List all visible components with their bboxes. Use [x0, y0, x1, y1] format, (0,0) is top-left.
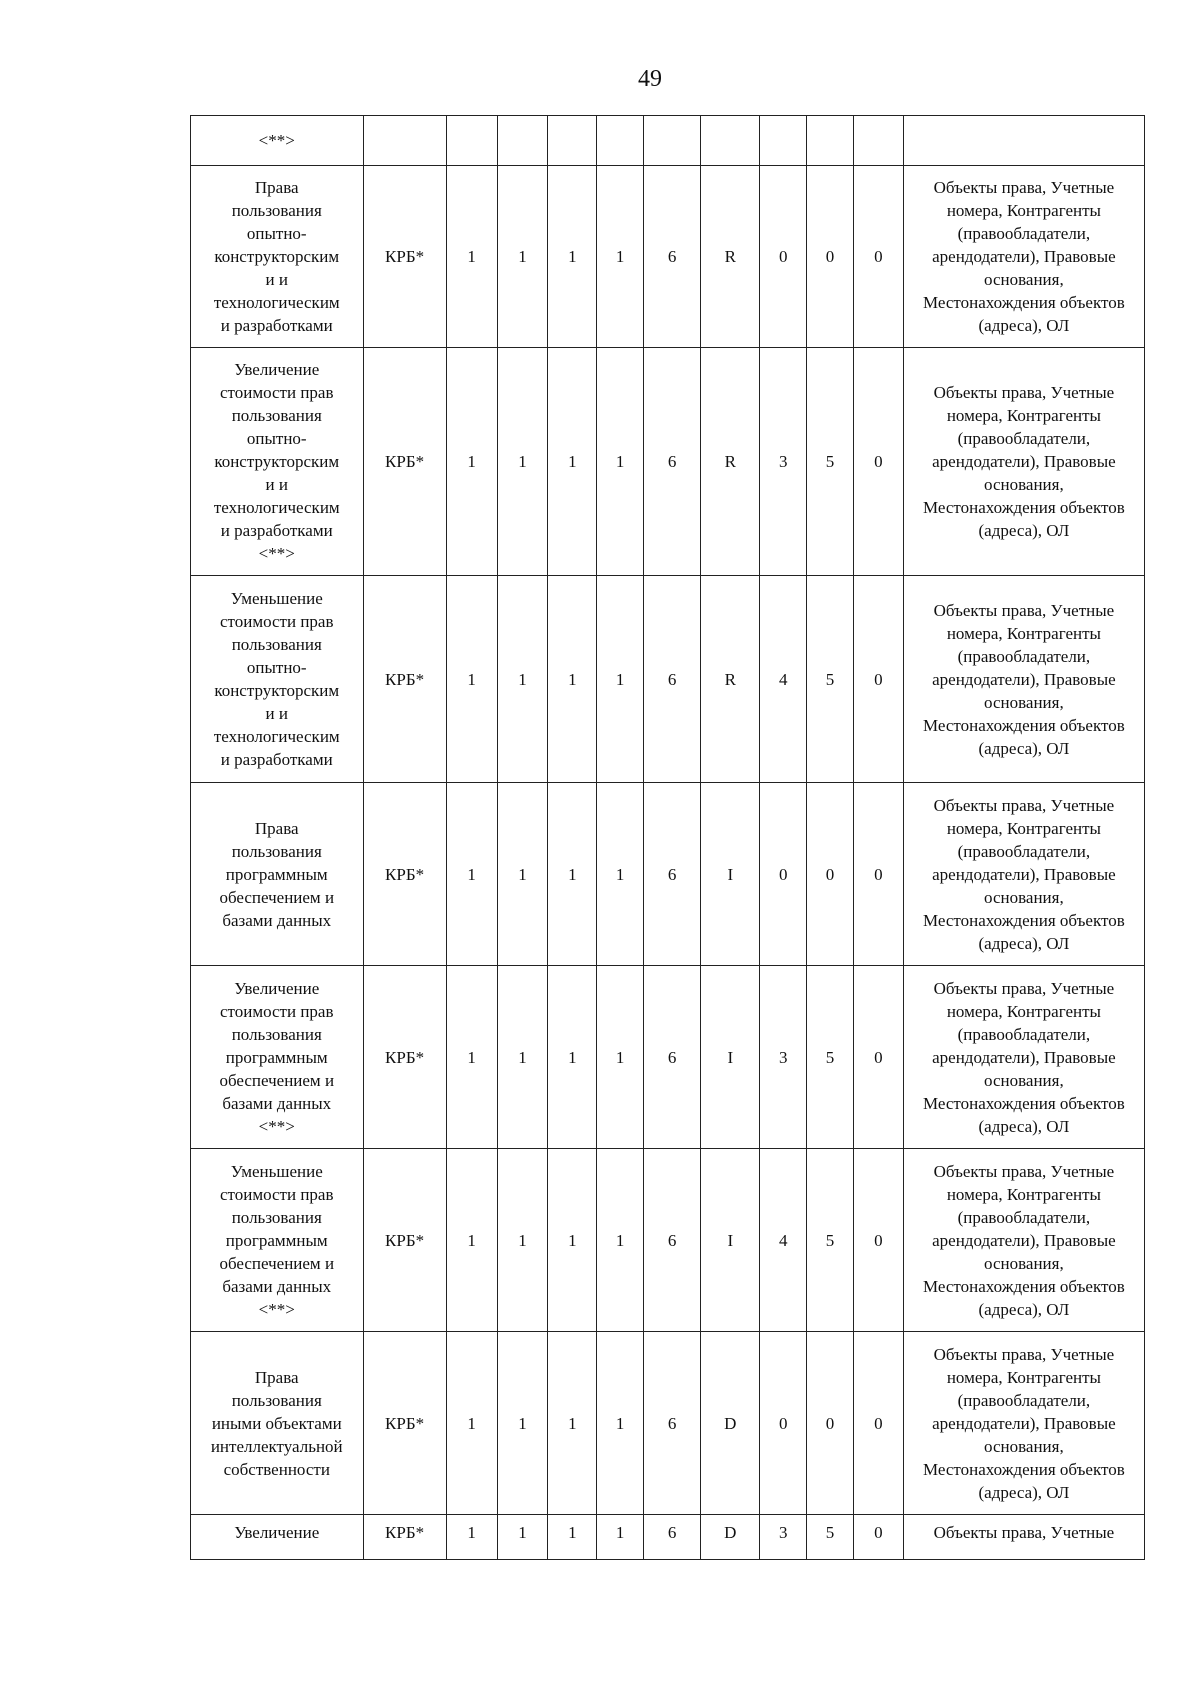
code-digit-cell: 6 — [644, 576, 701, 783]
row-name-line: пользования — [231, 841, 322, 861]
row-name-line: пользования — [231, 406, 322, 425]
row-name-cell: <**> — [191, 116, 364, 166]
code-digit-cell: 1 — [597, 966, 644, 1149]
table-row — [191, 1332, 1145, 1515]
code-digit-cell: 6 — [644, 966, 701, 1149]
code-digit-cell: 1 — [497, 783, 548, 966]
code-digit-cell: 6 — [644, 783, 701, 966]
code-digit-cell: 1 — [497, 1515, 548, 1560]
code-digit-cell: D — [701, 1332, 760, 1515]
analytics-cell — [903, 576, 1144, 783]
analytics-line: Местонахождения объектов — [923, 1276, 1125, 1296]
code-digit-cell: 1 — [446, 348, 497, 576]
analytics-line: (адреса), ОЛ — [978, 1299, 1070, 1319]
code-digit-cell: 1 — [548, 783, 597, 966]
analytics-line: номера, Контрагенты — [946, 818, 1101, 838]
analytics-line: Объекты права, Учетные — [933, 978, 1115, 998]
row-name-line: Уменьшение — [230, 589, 323, 608]
row-name-line: программным — [225, 864, 328, 884]
row-name-cell — [191, 1149, 364, 1332]
row-name-line: программным — [225, 1047, 328, 1067]
table-row — [191, 966, 1145, 1149]
analytics-line: (адреса), ОЛ — [978, 521, 1070, 540]
row-name-line: Права — [254, 178, 299, 197]
analytics-cell — [903, 783, 1144, 966]
code-digit-cell: 1 — [497, 348, 548, 576]
row-name-line: пользования — [231, 201, 322, 220]
analytics-line: номера, Контрагенты — [946, 406, 1101, 425]
code-digit-cell: 3 — [760, 1515, 807, 1560]
code-digit-cell: 1 — [548, 1332, 597, 1515]
code-digit-cell: 1 — [446, 966, 497, 1149]
code-digit-cell: 6 — [644, 166, 701, 348]
row-name-line: <**> — [258, 1116, 295, 1136]
row-name-line: пользования — [231, 635, 322, 654]
code-digit-cell: 1 — [597, 783, 644, 966]
code-digit-cell: 1 — [548, 1515, 597, 1560]
empty-cell — [807, 116, 854, 166]
row-name-line: пользования — [231, 1024, 322, 1044]
account-code-cell: КРБ* — [363, 783, 446, 966]
row-name-line: собственности — [223, 1459, 330, 1479]
analytics-cell — [903, 1515, 1144, 1560]
empty-cell — [446, 116, 497, 166]
row-name-line: конструкторским — [214, 452, 340, 471]
analytics-line: (правообладатели, — [957, 1024, 1091, 1044]
code-digit-cell: 1 — [548, 348, 597, 576]
table-row — [191, 1149, 1145, 1332]
row-name-line: базами данных — [222, 1276, 332, 1296]
code-digit-cell: 1 — [597, 1515, 644, 1560]
row-name-line: конструкторским — [214, 247, 340, 266]
analytics-line: Местонахождения объектов — [923, 715, 1125, 735]
row-name-line: Права — [254, 818, 299, 838]
code-digit-cell: 0 — [853, 783, 903, 966]
analytics-line: (правообладатели, — [957, 224, 1091, 243]
analytics-line: арендодатели), Правовые — [932, 669, 1116, 689]
analytics-line: основания, — [984, 1436, 1064, 1456]
code-digit-cell: 0 — [853, 166, 903, 348]
code-digit-cell: 4 — [760, 576, 807, 783]
code-digit-cell: 5 — [807, 966, 854, 1149]
row-name-cell — [191, 576, 364, 783]
empty-cell — [597, 116, 644, 166]
analytics-line: номера, Контрагенты — [946, 1367, 1101, 1387]
row-name-line: стоимости прав — [219, 612, 334, 631]
code-digit-cell: 1 — [497, 1149, 548, 1332]
account-code-cell: КРБ* — [363, 966, 446, 1149]
row-name-line: стоимости прав — [219, 1001, 334, 1021]
table-row-continuation — [191, 116, 1145, 166]
empty-cell — [497, 116, 548, 166]
row-name-line: и и — [265, 270, 288, 289]
table-row — [191, 1515, 1145, 1560]
analytics-line: Местонахождения объектов — [923, 293, 1125, 312]
analytics-line: Местонахождения объектов — [923, 498, 1125, 517]
account-code-cell: КРБ* — [363, 576, 446, 783]
table-row — [191, 783, 1145, 966]
code-digit-cell: 6 — [644, 1149, 701, 1332]
row-name-line: и разработками — [220, 750, 333, 769]
analytics-line: (правообладатели, — [957, 841, 1091, 861]
analytics-line: Местонахождения объектов — [923, 910, 1125, 930]
row-name-line: Увеличение — [234, 360, 320, 379]
row-name-line: и и — [265, 704, 288, 723]
row-name-line: стоимости прав — [219, 1184, 334, 1204]
code-digit-cell: I — [701, 783, 760, 966]
analytics-line: основания, — [984, 1070, 1064, 1090]
analytics-line: (адреса), ОЛ — [978, 933, 1070, 953]
code-digit-cell: 3 — [760, 348, 807, 576]
account-code-cell: КРБ* — [363, 348, 446, 576]
analytics-line: номера, Контрагенты — [946, 1001, 1101, 1021]
code-digit-cell: 0 — [807, 783, 854, 966]
code-digit-cell: 1 — [597, 348, 644, 576]
row-name-line: <**> — [258, 544, 295, 563]
code-digit-cell: D — [701, 1515, 760, 1560]
row-name-line: программным — [225, 1230, 328, 1250]
row-name-line: обеспечением и — [219, 1253, 335, 1273]
row-name-line: технологическим — [213, 727, 340, 746]
row-name-cell — [191, 348, 364, 576]
empty-cell — [644, 116, 701, 166]
row-name-line: стоимости прав — [219, 383, 334, 402]
row-name-cell — [191, 1515, 364, 1560]
analytics-line: основания, — [984, 692, 1064, 712]
code-digit-cell: I — [701, 966, 760, 1149]
code-digit-cell: 0 — [760, 783, 807, 966]
row-name-line: <**> — [258, 1299, 295, 1319]
code-digit-cell: 1 — [446, 576, 497, 783]
analytics-line: Объекты права, Учетные — [933, 795, 1115, 815]
row-name-line: Увеличение — [234, 1523, 320, 1542]
table-row — [191, 166, 1145, 348]
analytics-line: (адреса), ОЛ — [978, 1482, 1070, 1502]
code-digit-cell: 0 — [853, 1149, 903, 1332]
analytics-cell — [903, 1332, 1144, 1515]
row-name-line: опытно- — [246, 429, 307, 448]
row-name-line: интеллектуальной — [210, 1436, 343, 1456]
row-name-line: пользования — [231, 1390, 322, 1410]
table-body — [191, 116, 1145, 1560]
analytics-cell — [903, 166, 1144, 348]
row-name-cell — [191, 166, 364, 348]
code-digit-cell: I — [701, 1149, 760, 1332]
code-digit-cell: 4 — [760, 1149, 807, 1332]
code-digit-cell: 0 — [760, 1332, 807, 1515]
code-digit-cell: 5 — [807, 1149, 854, 1332]
code-digit-cell: 0 — [853, 576, 903, 783]
row-name-line: технологическим — [213, 498, 340, 517]
empty-cell — [363, 116, 446, 166]
analytics-line: номера, Контрагенты — [946, 1184, 1101, 1204]
code-digit-cell: 1 — [446, 1332, 497, 1515]
account-code-cell: КРБ* — [363, 166, 446, 348]
code-digit-cell: 1 — [548, 576, 597, 783]
empty-cell — [548, 116, 597, 166]
analytics-line: (правообладатели, — [957, 429, 1091, 448]
analytics-line: арендодатели), Правовые — [932, 1230, 1116, 1250]
code-digit-cell: 6 — [644, 1332, 701, 1515]
row-name-line: опытно- — [246, 658, 307, 677]
row-name-line: Увеличение — [234, 978, 320, 998]
analytics-line: Объекты права, Учетные — [933, 1161, 1115, 1181]
analytics-line: Объекты права, Учетные — [933, 1523, 1115, 1542]
analytics-line: Объекты права, Учетные — [933, 600, 1115, 620]
code-digit-cell: 1 — [446, 166, 497, 348]
code-digit-cell: 1 — [497, 1332, 548, 1515]
row-name-line: опытно- — [246, 224, 307, 243]
row-name-line: технологическим — [213, 293, 340, 312]
code-digit-cell: 3 — [760, 966, 807, 1149]
table-row — [191, 576, 1145, 783]
code-digit-cell: 5 — [807, 348, 854, 576]
page-number: 49 — [638, 66, 662, 92]
code-digit-cell: 1 — [497, 166, 548, 348]
code-digit-cell: 0 — [853, 348, 903, 576]
analytics-cell — [903, 1149, 1144, 1332]
code-digit-cell: 0 — [853, 966, 903, 1149]
code-digit-cell: 1 — [497, 966, 548, 1149]
analytics-cell — [903, 348, 1144, 576]
row-name-line: базами данных — [222, 910, 332, 930]
analytics-cell — [903, 966, 1144, 1149]
accounts-table — [190, 115, 1145, 1560]
row-name-cell — [191, 783, 364, 966]
analytics-line: арендодатели), Правовые — [932, 864, 1116, 884]
analytics-line: (адреса), ОЛ — [978, 738, 1070, 758]
row-name-line: конструкторским — [214, 681, 340, 700]
code-digit-cell: R — [701, 166, 760, 348]
row-name-cell — [191, 1332, 364, 1515]
code-digit-cell: 1 — [446, 1515, 497, 1560]
code-digit-cell: 0 — [853, 1515, 903, 1560]
code-digit-cell: 0 — [853, 1332, 903, 1515]
row-name-cell — [191, 966, 364, 1149]
analytics-line: (правообладатели, — [957, 1207, 1091, 1227]
code-digit-cell: R — [701, 348, 760, 576]
code-digit-cell: 1 — [446, 783, 497, 966]
code-digit-cell: 6 — [644, 1515, 701, 1560]
code-digit-cell: 1 — [446, 1149, 497, 1332]
analytics-line: Местонахождения объектов — [923, 1093, 1125, 1113]
empty-cell — [701, 116, 760, 166]
code-digit-cell: 1 — [597, 166, 644, 348]
code-digit-cell: 1 — [548, 1149, 597, 1332]
analytics-line: (правообладатели, — [957, 646, 1091, 666]
analytics-line: (адреса), ОЛ — [978, 316, 1070, 335]
row-name-line: и разработками — [220, 521, 333, 540]
code-digit-cell: 0 — [807, 166, 854, 348]
code-digit-cell: 5 — [807, 1515, 854, 1560]
row-name-line: и и — [265, 475, 288, 494]
row-name-line: пользования — [231, 1207, 322, 1227]
row-name-line: обеспечением и — [219, 887, 335, 907]
analytics-line: Объекты права, Учетные — [933, 178, 1115, 197]
analytics-line: (правообладатели, — [957, 1390, 1091, 1410]
code-digit-cell: 1 — [548, 966, 597, 1149]
account-code-cell: КРБ* — [363, 1515, 446, 1560]
analytics-line: Местонахождения объектов — [923, 1459, 1125, 1479]
row-name-line: иными объектами — [211, 1413, 342, 1433]
code-digit-cell: 1 — [597, 576, 644, 783]
empty-cell — [903, 116, 1144, 166]
code-digit-cell: 0 — [807, 1332, 854, 1515]
analytics-line: основания, — [984, 475, 1064, 494]
analytics-line: основания, — [984, 270, 1064, 289]
account-code-cell: КРБ* — [363, 1149, 446, 1332]
empty-cell — [760, 116, 807, 166]
code-digit-cell: R — [701, 576, 760, 783]
row-name-line: Уменьшение — [230, 1161, 323, 1181]
code-digit-cell: 6 — [644, 348, 701, 576]
analytics-line: номера, Контрагенты — [946, 201, 1101, 220]
row-name-line: обеспечением и — [219, 1070, 335, 1090]
analytics-line: номера, Контрагенты — [946, 623, 1101, 643]
analytics-line: арендодатели), Правовые — [932, 1413, 1116, 1433]
row-name-line: и разработками — [220, 316, 333, 335]
analytics-line: арендодатели), Правовые — [932, 452, 1116, 471]
analytics-line: основания, — [984, 887, 1064, 907]
analytics-line: Объекты права, Учетные — [933, 383, 1115, 402]
row-name-line: базами данных — [222, 1093, 332, 1113]
analytics-line: арендодатели), Правовые — [932, 1047, 1116, 1067]
analytics-line: арендодатели), Правовые — [932, 247, 1116, 266]
account-code-cell: КРБ* — [363, 1332, 446, 1515]
code-digit-cell: 0 — [760, 166, 807, 348]
code-digit-cell: 1 — [548, 166, 597, 348]
code-digit-cell: 1 — [497, 576, 548, 783]
code-digit-cell: 5 — [807, 576, 854, 783]
analytics-line: (адреса), ОЛ — [978, 1116, 1070, 1136]
analytics-line: основания, — [984, 1253, 1064, 1273]
empty-cell — [853, 116, 903, 166]
code-digit-cell: 1 — [597, 1332, 644, 1515]
code-digit-cell: 1 — [597, 1149, 644, 1332]
analytics-line: Объекты права, Учетные — [933, 1344, 1115, 1364]
row-name-line: Права — [254, 1367, 299, 1387]
table-row — [191, 348, 1145, 576]
